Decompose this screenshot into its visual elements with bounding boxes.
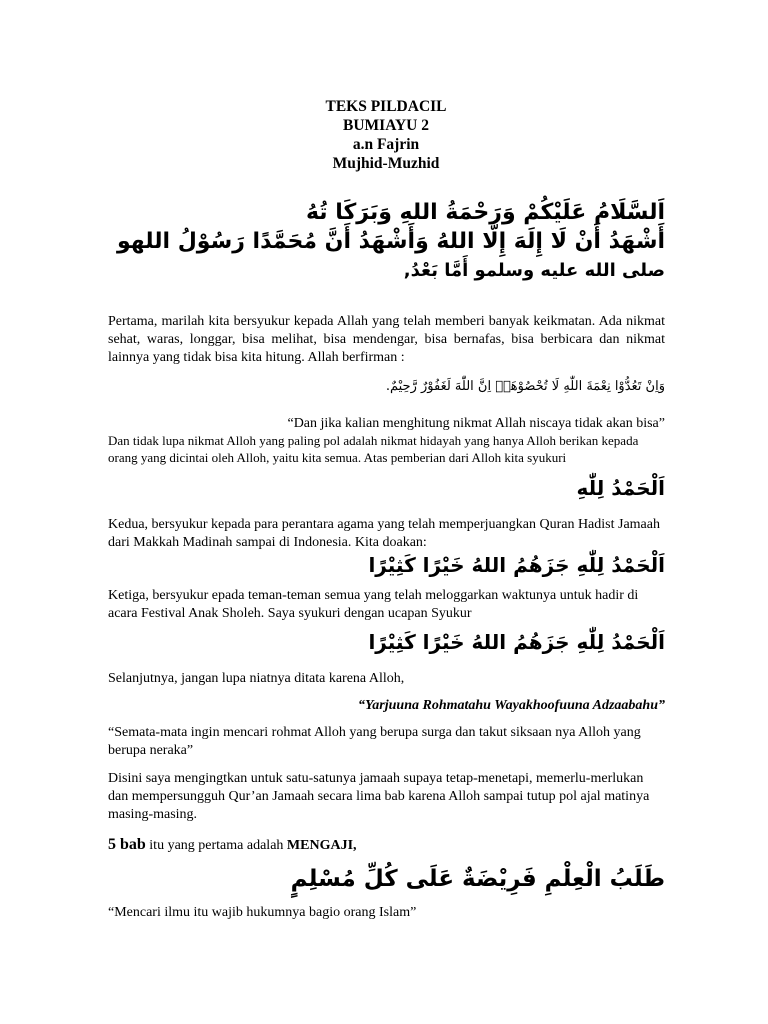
doa-arabic-1: اَلْحَمْدُ لِلّٰهِ جَزَهُمُ اللهُ خَيْرًا كَثِيْرًا [368, 553, 665, 577]
hadits-translation: “Mencari ilmu itu wajib hukumnya bagio orang Islam” [108, 905, 417, 920]
paragraph-kedua: Kedua, bersyukur kepada para perantara agama yang telah memperjuangkan Quran Hadist Jamaah dari Makkah Madinah sampai di Indonesia. Kita doakan: [108, 517, 660, 550]
paragraph-selanjutnya: Selanjutnya, jangan lupa niatnya ditata karena Alloh, [108, 671, 405, 686]
title-line-3: a.n Fajrin [352, 136, 420, 153]
bab-text: itu yang pertama adalah [145, 838, 287, 853]
bab-mengaji: MENGAJI, [286, 838, 357, 853]
hamdalah-arabic: اَلْحَمْدُ لِلّٰهِ [576, 476, 665, 500]
paragraph-ketiga: Ketiga, bersyukur epada teman-teman semua yang telah meloggarkan waktunya untuk hadir di acara Festival Anak Sholeh. Saya syukuri dengan ucapan Syukur [108, 588, 639, 621]
paragraph-pertama: Pertama, marilah kita bersyukur kepada Allah yang telah memberi banyak keikmatan. Ada nikmat sehat, waras, longgar, bisa melihat, bisa mendengar, bisa bernafas, bisa berbicara dan nikmat lainnya yang tidak bisa kita hitung. Allah berfirman : [108, 314, 665, 365]
doa-arabic-2: اَلْحَمْدُ لِلّٰهِ جَزَهُمُ اللهُ خَيْرًا كَثِيْرًا [368, 630, 665, 654]
syahadat-arabic: أَشْهَدُ أَنْ لَا إِلَهَ إِلَّا اللهُ وَأَشْهَدُ أَنَّ مُحَمَّدًا رَسُوْلُ اللهو [116, 229, 665, 254]
bab-number: 5 bab [108, 836, 146, 853]
paragraph-semata: “Semata-mata ingin mencari rohmat Alloh yang berupa surga dan takut siksaan nya Alloh yang berupa neraka” [108, 725, 641, 758]
ayat-arabic: وَاِنْ تَعُدُّوْا نِعْمَةَ اللّٰهِ لَا تُحْصُوْهَاۗ اِنَّ اللّٰهَ لَغَفُوْرٌ رَّحِيْمٌ. [385, 379, 665, 394]
paragraph-hidayah: Dan tidak lupa nikmat Alloh yang paling pol adalah nikmat hidayah yang hanya Alloh berikan kepada orang yang dicintai oleh Alloh, yaitu kita semua. Atas pemberian dari Alloh kita syukuri [108, 433, 639, 465]
title-line-2: BUMIAYU 2 [343, 117, 429, 134]
document-title [270, 97, 502, 173]
paragraph-disini: Disini saya mengingtkan untuk satu-satunya jamaah supaya tetap-menetapi, memerlu-merlukan dan mempersungguh Qur’an Jamaah secara lima bab karena Alloh sampai tutup pol ajal matinya masing-masing. [108, 771, 650, 822]
title-line-4: Mujhid-Muzhid [332, 155, 440, 172]
shalawat-arabic: صلى الله عليه وسلمو أَمَّا بَعْدُ, [403, 260, 665, 281]
ayat-translation: “Dan jika kalian menghitung nikmat Allah niscaya tidak akan bisa” [287, 416, 665, 431]
paragraph-lima-bab [108, 835, 665, 856]
salam-arabic: اَلسَّلَامُ عَلَيْكُمْ وَرَحْمَةُ اللهِ وَبَرَكَا تُهُ [305, 200, 665, 225]
title-line-1: TEKS PILDACIL [325, 98, 447, 115]
niat-transliteration: “Yarjuuna Rohmatahu Wayakhoofuuna Adzaabahu” [358, 698, 665, 713]
hadits-arabic: طَلَبُ الْعِلْمِ فَرِيْضَةٌ عَلَى كُلِّ مُسْلِمٍ [290, 866, 665, 892]
